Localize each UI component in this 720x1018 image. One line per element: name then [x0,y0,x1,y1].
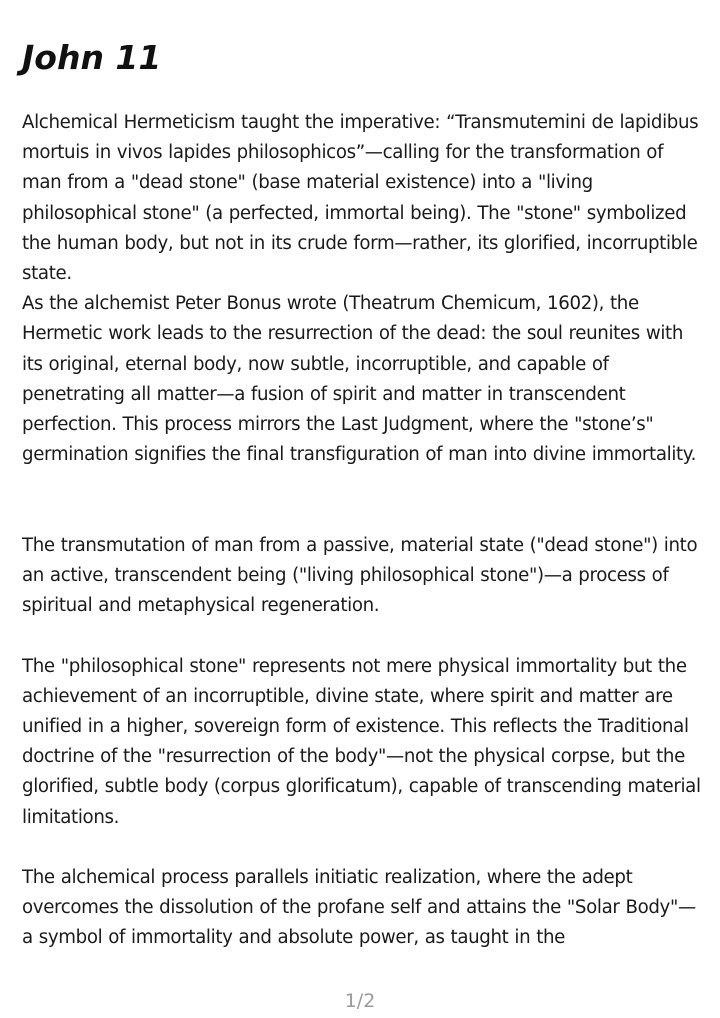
document-title: John 11 [22,38,162,77]
paragraph-spacer [22,833,702,863]
paragraph: The transmutation of man from a passive, material state ("dead stone") into an active, transcendent being ("living philosophical stone")—a process of spiritual and metaphysical regeneration. [22,534,698,617]
paragraph-spacer [22,470,702,530]
document-page [22,0,702,1018]
paragraph: The "philosophical stone" represents not mere physical immortality but the achievement of an incorruptible, divine state, where spirit and matter are unified in a higher, sovereign form of existence. This reflects the Traditional doctrine of the "resurrection of the body"—not the physical corpse, but the glorified, subtle body (corpus glorificatum), capable of transcending material limitations. [22,655,701,828]
document-body [22,108,702,954]
paragraph-spacer [22,621,702,651]
paragraph: As the alchemist Peter Bonus wrote (Theatrum Chemicum, 1602), the Hermetic work leads to the resurrection of the dead: the soul reunites with its original, eternal body, now subtle, incorruptible, and capable of penetrating all matter—a fusion of spirit and matter in transcendent perfection. This process mirrors the Last Judgment, where the "stone’s" germination signifies the final transfiguration of man into divine immortality. [22,293,697,466]
paragraph: Alchemical Hermeticism taught the imperative: “Transmutemini de lapidibus mortuis in vivos lapides philosophicos”—calling for the transformation of man from a "dead stone" (base material existence) into a "living philosophical stone" (a perfected, immortal being). The "stone" symbolized the human body, but not in its crude form—rather, its glorified, incorruptible state. [22,112,699,285]
page-indicator: 1/2 [344,990,376,1012]
paragraph: The alchemical process parallels initiatic realization, where the adept overcomes the dissolution of the profane self and attains the "Solar Body"—a symbol of immortality and absolute power, as taught in the [22,867,696,949]
